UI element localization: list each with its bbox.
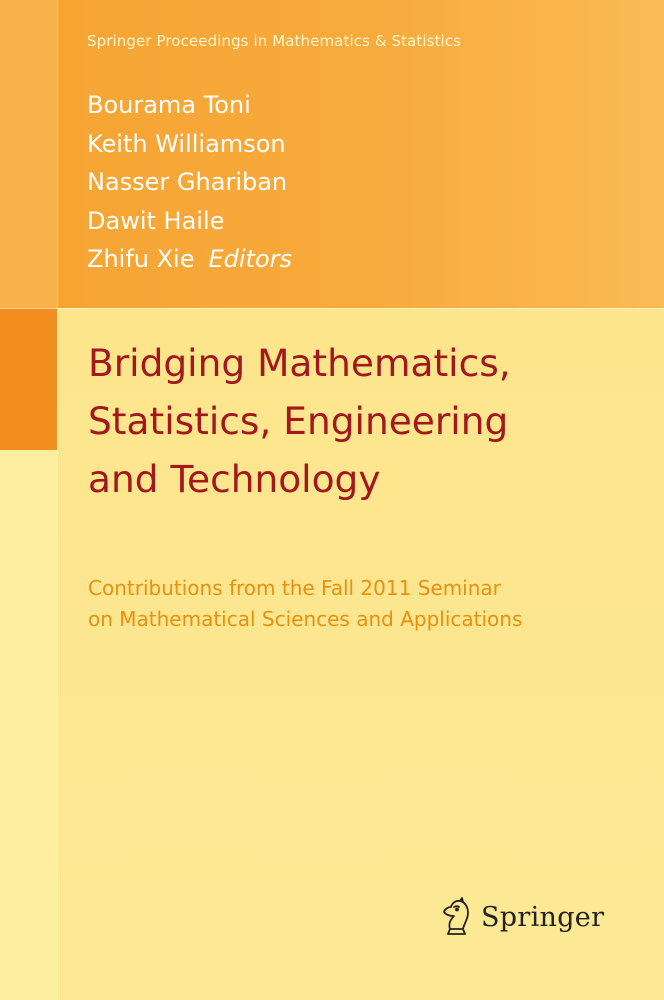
springer-knight-icon xyxy=(439,897,473,937)
subtitle-line: Contributions from the Fall 2011 Seminar xyxy=(88,576,501,600)
editor-name: Keith Williamson xyxy=(87,129,286,158)
editor-name: Bourama Toni xyxy=(87,91,251,119)
left-strip-accent xyxy=(0,308,57,450)
editors-role-label: Editors xyxy=(208,245,293,273)
left-strip-bottom xyxy=(0,450,57,1000)
left-strip-top xyxy=(0,0,57,308)
subtitle-line: on Mathematical Sciences and Applications xyxy=(88,607,523,631)
editors-list xyxy=(87,86,292,279)
editor-name: Dawit Haile xyxy=(87,206,225,235)
title-line: Bridging Mathematics, xyxy=(88,341,511,385)
editor-name: Zhifu Xie xyxy=(87,245,195,273)
title-line: Statistics, Engineering xyxy=(88,399,509,443)
horizontal-divider xyxy=(0,308,664,309)
vertical-divider xyxy=(57,0,58,1000)
book-subtitle xyxy=(88,573,648,635)
editor-name: Nasser Ghariban xyxy=(87,168,288,196)
editor-name-last xyxy=(87,240,292,279)
book-title xyxy=(88,334,648,508)
publisher-name: Springer xyxy=(481,901,605,933)
publisher-logo xyxy=(439,893,604,941)
title-line: and Technology xyxy=(88,457,381,501)
series-title: Springer Proceedings in Mathematics & Statistics xyxy=(87,32,462,50)
